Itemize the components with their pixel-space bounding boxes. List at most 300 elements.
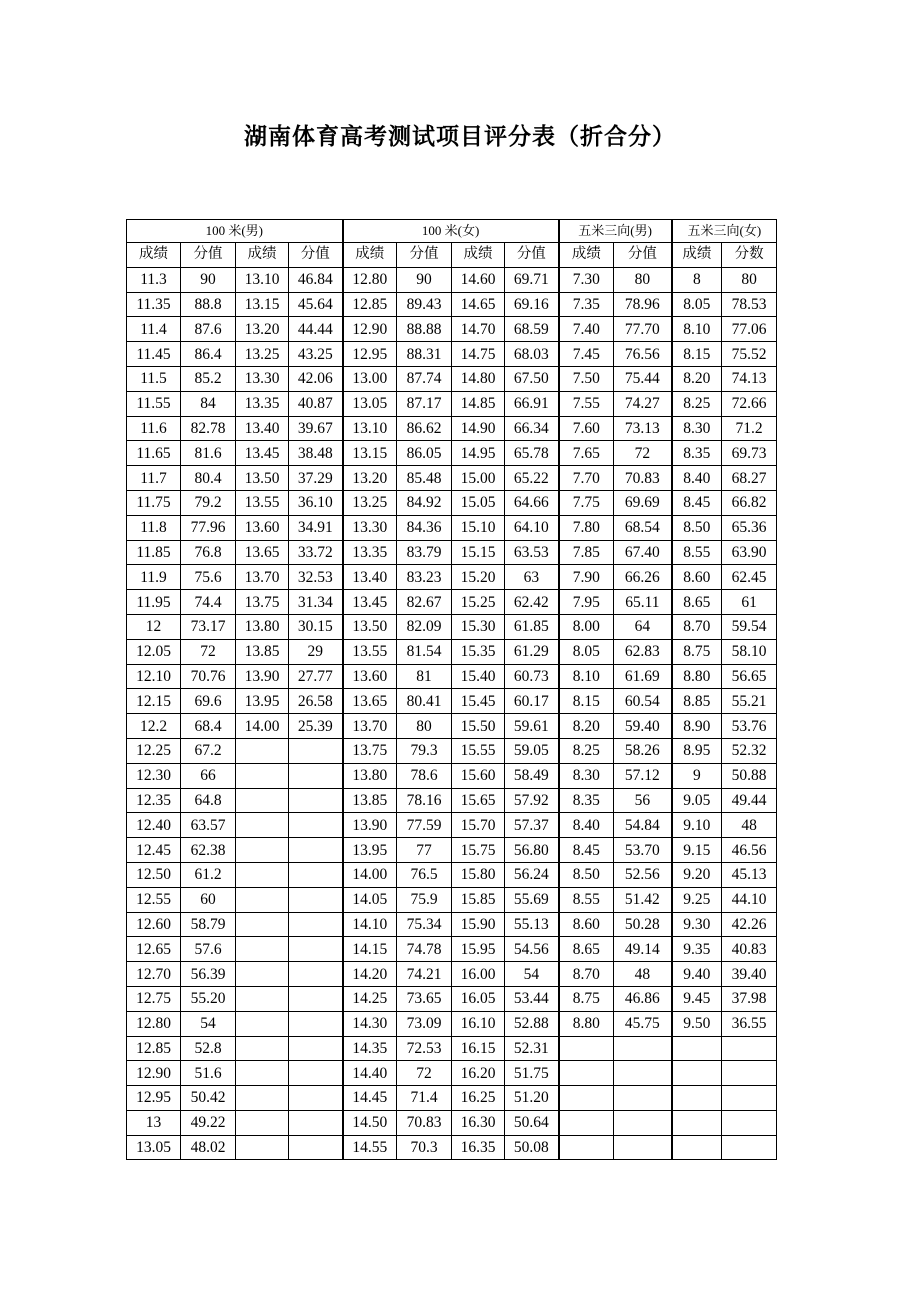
- table-cell: 8.80: [672, 664, 722, 689]
- table-cell: 59.61: [505, 714, 559, 739]
- table-cell: 64.10: [505, 515, 559, 540]
- table-cell: 13.80: [236, 614, 289, 639]
- table-cell: 67.2: [181, 738, 236, 763]
- table-cell: 61.69: [614, 664, 672, 689]
- table-cell: 11.45: [127, 342, 181, 367]
- table-cell: 11.5: [127, 366, 181, 391]
- table-cell: 15.85: [452, 887, 505, 912]
- table-cell: 69.69: [614, 490, 672, 515]
- table-cell: 53.76: [722, 714, 777, 739]
- table-cell: 79.3: [397, 738, 452, 763]
- table-cell: 13.70: [236, 565, 289, 590]
- table-cell: 65.78: [505, 441, 559, 466]
- table-cell: 72: [397, 1061, 452, 1086]
- table-cell: 31.34: [289, 590, 343, 615]
- table-cell: 8.40: [559, 813, 614, 838]
- table-cell: 8.70: [672, 614, 722, 639]
- table-cell: 36.55: [722, 1011, 777, 1036]
- group-header-men-shuttle: 五米三向(男): [559, 220, 672, 243]
- table-cell: 8.35: [672, 441, 722, 466]
- table-cell: 16.25: [452, 1086, 505, 1111]
- table-cell: 14.20: [343, 962, 397, 987]
- table-row: [127, 813, 777, 838]
- table-cell: 50.08: [505, 1135, 559, 1160]
- table-cell: 7.45: [559, 342, 614, 367]
- table-cell: 54.56: [505, 937, 559, 962]
- table-cell: 82.09: [397, 614, 452, 639]
- table-cell: 11.3: [127, 267, 181, 292]
- column-header: 分值: [181, 243, 236, 268]
- table-cell: 14.95: [452, 441, 505, 466]
- table-cell: 13.70: [343, 714, 397, 739]
- table-cell: 56.65: [722, 664, 777, 689]
- table-cell: 7.55: [559, 391, 614, 416]
- table-cell: 13.95: [236, 689, 289, 714]
- table-cell: 43.25: [289, 342, 343, 367]
- table-cell: 14.90: [452, 416, 505, 441]
- table-cell: 50.42: [181, 1086, 236, 1111]
- table-cell: 87.74: [397, 366, 452, 391]
- table-cell: 14.70: [452, 317, 505, 342]
- table-cell: 85.2: [181, 366, 236, 391]
- table-cell: 72.66: [722, 391, 777, 416]
- table-cell: 8.25: [559, 738, 614, 763]
- table-cell: 75.34: [397, 912, 452, 937]
- table-row: [127, 862, 777, 887]
- column-header: 分值: [505, 243, 559, 268]
- group-header-women-100m: 100 米(女): [343, 220, 559, 243]
- table-cell: 7.80: [559, 515, 614, 540]
- table-cell: 84: [181, 391, 236, 416]
- table-cell: 46.84: [289, 267, 343, 292]
- table-cell: 53.44: [505, 986, 559, 1011]
- column-header: 分值: [397, 243, 452, 268]
- table-cell: 14.35: [343, 1036, 397, 1061]
- table-row: [127, 267, 777, 292]
- table-cell: 70.83: [397, 1110, 452, 1135]
- table-cell: 12.80: [343, 267, 397, 292]
- table-cell: [672, 1110, 722, 1135]
- table-cell: [289, 1061, 343, 1086]
- table-cell: 85.48: [397, 466, 452, 491]
- table-cell: 63.57: [181, 813, 236, 838]
- table-cell: [559, 1110, 614, 1135]
- table-cell: 15.95: [452, 937, 505, 962]
- table-row: [127, 912, 777, 937]
- table-row: [127, 639, 777, 664]
- table-cell: 51.6: [181, 1061, 236, 1086]
- table-cell: 14.55: [343, 1135, 397, 1160]
- table-cell: 15.70: [452, 813, 505, 838]
- table-cell: 65.22: [505, 466, 559, 491]
- table-cell: 70.76: [181, 664, 236, 689]
- table-row: [127, 540, 777, 565]
- table-cell: 14.50: [343, 1110, 397, 1135]
- table-cell: 56.24: [505, 862, 559, 887]
- table-cell: 11.75: [127, 490, 181, 515]
- table-cell: 74.21: [397, 962, 452, 987]
- table-cell: 76.5: [397, 862, 452, 887]
- table-cell: 52.56: [614, 862, 672, 887]
- table-cell: 14.25: [343, 986, 397, 1011]
- table-cell: 8.20: [672, 366, 722, 391]
- table-cell: [722, 1135, 777, 1160]
- table-cell: 80.41: [397, 689, 452, 714]
- table-cell: 37.29: [289, 466, 343, 491]
- column-header: 成绩: [452, 243, 505, 268]
- table-cell: 60.73: [505, 664, 559, 689]
- table-cell: 69.71: [505, 267, 559, 292]
- table-cell: 84.36: [397, 515, 452, 540]
- table-cell: [289, 912, 343, 937]
- table-cell: 70.83: [614, 466, 672, 491]
- table-cell: 61.85: [505, 614, 559, 639]
- table-cell: 27.77: [289, 664, 343, 689]
- table-row: [127, 490, 777, 515]
- table-cell: 8.85: [672, 689, 722, 714]
- table-cell: [614, 1061, 672, 1086]
- table-cell: 11.35: [127, 292, 181, 317]
- table-cell: 13.30: [236, 366, 289, 391]
- table-row: [127, 441, 777, 466]
- table-cell: 42.06: [289, 366, 343, 391]
- table-cell: 13.10: [236, 267, 289, 292]
- table-cell: 7.95: [559, 590, 614, 615]
- table-cell: 16.20: [452, 1061, 505, 1086]
- table-cell: [722, 1110, 777, 1135]
- table-cell: 12.55: [127, 887, 181, 912]
- table-row: [127, 515, 777, 540]
- table-cell: 8.95: [672, 738, 722, 763]
- table-cell: 8.25: [672, 391, 722, 416]
- table-cell: 57.92: [505, 788, 559, 813]
- table-cell: 9.35: [672, 937, 722, 962]
- table-cell: 68.4: [181, 714, 236, 739]
- table-cell: 15.75: [452, 838, 505, 863]
- table-cell: 64.66: [505, 490, 559, 515]
- table-cell: [289, 1110, 343, 1135]
- table-cell: 81: [397, 664, 452, 689]
- table-cell: 57.6: [181, 937, 236, 962]
- table-row: [127, 1011, 777, 1036]
- table-cell: 55.20: [181, 986, 236, 1011]
- table-cell: 84.92: [397, 490, 452, 515]
- table-cell: 14.30: [343, 1011, 397, 1036]
- page-title: 湖南体育高考测试项目评分表（折合分）: [244, 124, 676, 150]
- table-cell: 52.32: [722, 738, 777, 763]
- table-row: [127, 986, 777, 1011]
- table-row: [127, 292, 777, 317]
- table-cell: 78.96: [614, 292, 672, 317]
- table-cell: 54.84: [614, 813, 672, 838]
- table-cell: 16.30: [452, 1110, 505, 1135]
- table-cell: 13.55: [236, 490, 289, 515]
- table-cell: 13.35: [343, 540, 397, 565]
- table-cell: 55.13: [505, 912, 559, 937]
- table-cell: 13.75: [343, 738, 397, 763]
- table-cell: 12.25: [127, 738, 181, 763]
- table-cell: 66.91: [505, 391, 559, 416]
- table-cell: 58.79: [181, 912, 236, 937]
- table-cell: 13.90: [343, 813, 397, 838]
- table-cell: 76.56: [614, 342, 672, 367]
- table-cell: 7.65: [559, 441, 614, 466]
- table-cell: 14.40: [343, 1061, 397, 1086]
- table-cell: 57.12: [614, 763, 672, 788]
- table-cell: 7.75: [559, 490, 614, 515]
- table-cell: 90: [397, 267, 452, 292]
- table-cell: 7.90: [559, 565, 614, 590]
- group-header-women-shuttle: 五米三向(女): [672, 220, 777, 243]
- table-cell: 15.10: [452, 515, 505, 540]
- table-cell: [289, 738, 343, 763]
- table-cell: [614, 1110, 672, 1135]
- table-cell: 61: [722, 590, 777, 615]
- table-cell: 45.75: [614, 1011, 672, 1036]
- table-cell: 44.44: [289, 317, 343, 342]
- table-cell: 15.40: [452, 664, 505, 689]
- table-cell: 13.75: [236, 590, 289, 615]
- score-table: [126, 219, 777, 1160]
- table-cell: 8.45: [672, 490, 722, 515]
- table-cell: 71.2: [722, 416, 777, 441]
- table-cell: 16.00: [452, 962, 505, 987]
- table-cell: 80: [722, 267, 777, 292]
- table-cell: 12.85: [343, 292, 397, 317]
- table-cell: 13.15: [236, 292, 289, 317]
- table-cell: 69.6: [181, 689, 236, 714]
- table-cell: 66.26: [614, 565, 672, 590]
- table-cell: 68.27: [722, 466, 777, 491]
- table-cell: 12.90: [127, 1061, 181, 1086]
- table-row: [127, 887, 777, 912]
- table-cell: 8.05: [672, 292, 722, 317]
- table-cell: 7.60: [559, 416, 614, 441]
- table-cell: [236, 1086, 289, 1111]
- table-cell: 15.80: [452, 862, 505, 887]
- table-cell: 75.6: [181, 565, 236, 590]
- table-cell: 77.70: [614, 317, 672, 342]
- table-cell: 12.15: [127, 689, 181, 714]
- table-cell: 13.35: [236, 391, 289, 416]
- table-cell: 14.05: [343, 887, 397, 912]
- table-cell: 76.8: [181, 540, 236, 565]
- table-cell: 12.2: [127, 714, 181, 739]
- table-cell: [672, 1135, 722, 1160]
- table-cell: 14.15: [343, 937, 397, 962]
- table-cell: 11.8: [127, 515, 181, 540]
- table-cell: 58.49: [505, 763, 559, 788]
- table-cell: 77.96: [181, 515, 236, 540]
- table-cell: 72.53: [397, 1036, 452, 1061]
- table-cell: 86.62: [397, 416, 452, 441]
- table-cell: 13.20: [343, 466, 397, 491]
- table-cell: 62.83: [614, 639, 672, 664]
- table-cell: 12.35: [127, 788, 181, 813]
- table-cell: 82.78: [181, 416, 236, 441]
- table-cell: 9.15: [672, 838, 722, 863]
- table-cell: 8.00: [559, 614, 614, 639]
- table-cell: 77.06: [722, 317, 777, 342]
- table-cell: 80.4: [181, 466, 236, 491]
- table-cell: 90: [181, 267, 236, 292]
- table-cell: 81.54: [397, 639, 452, 664]
- table-cell: 52.8: [181, 1036, 236, 1061]
- table-cell: 59.54: [722, 614, 777, 639]
- table-cell: 15.35: [452, 639, 505, 664]
- table-cell: 53.70: [614, 838, 672, 863]
- table-cell: 14.00: [343, 862, 397, 887]
- table-cell: 13.85: [343, 788, 397, 813]
- table-cell: [236, 912, 289, 937]
- table-cell: [614, 1086, 672, 1111]
- table-cell: 88.88: [397, 317, 452, 342]
- table-cell: 16.35: [452, 1135, 505, 1160]
- table-cell: 14.85: [452, 391, 505, 416]
- table-cell: 7.70: [559, 466, 614, 491]
- table-cell: 59.05: [505, 738, 559, 763]
- table-cell: 13.45: [236, 441, 289, 466]
- table-cell: 40.87: [289, 391, 343, 416]
- table-cell: [289, 887, 343, 912]
- table-cell: 61.29: [505, 639, 559, 664]
- table-cell: 39.40: [722, 962, 777, 987]
- table-cell: [236, 1036, 289, 1061]
- table-cell: 12.85: [127, 1036, 181, 1061]
- table-cell: 87.6: [181, 317, 236, 342]
- table-cell: 13.40: [343, 565, 397, 590]
- table-cell: [289, 763, 343, 788]
- table-cell: 66.82: [722, 490, 777, 515]
- table-cell: 15.30: [452, 614, 505, 639]
- table-cell: 48.02: [181, 1135, 236, 1160]
- table-cell: 8.40: [672, 466, 722, 491]
- table-cell: 11.85: [127, 540, 181, 565]
- table-cell: 56.80: [505, 838, 559, 863]
- table-cell: 14.00: [236, 714, 289, 739]
- table-cell: 54: [505, 962, 559, 987]
- table-cell: [289, 1135, 343, 1160]
- table-cell: 9.45: [672, 986, 722, 1011]
- table-cell: 54: [181, 1011, 236, 1036]
- table-cell: 9.10: [672, 813, 722, 838]
- table-cell: 13.55: [343, 639, 397, 664]
- table-cell: 60.54: [614, 689, 672, 714]
- table-cell: 13.25: [343, 490, 397, 515]
- column-header-row: [127, 243, 777, 268]
- table-cell: 13.60: [343, 664, 397, 689]
- table-row: [127, 838, 777, 863]
- table-cell: [614, 1135, 672, 1160]
- table-cell: 8.50: [559, 862, 614, 887]
- table-cell: 15.65: [452, 788, 505, 813]
- table-cell: 11.7: [127, 466, 181, 491]
- table-cell: 13.90: [236, 664, 289, 689]
- table-cell: 11.6: [127, 416, 181, 441]
- table-cell: 12.60: [127, 912, 181, 937]
- table-cell: 37.98: [722, 986, 777, 1011]
- table-cell: 29: [289, 639, 343, 664]
- table-cell: 8.60: [672, 565, 722, 590]
- table-cell: 13.95: [343, 838, 397, 863]
- table-row: [127, 391, 777, 416]
- table-cell: 55.69: [505, 887, 559, 912]
- table-cell: [289, 962, 343, 987]
- table-cell: 13.65: [343, 689, 397, 714]
- table-cell: 13: [127, 1110, 181, 1135]
- table-cell: 50.28: [614, 912, 672, 937]
- column-header: 成绩: [127, 243, 181, 268]
- table-cell: [236, 813, 289, 838]
- table-cell: 64.8: [181, 788, 236, 813]
- table-cell: 7.40: [559, 317, 614, 342]
- table-cell: 8.05: [559, 639, 614, 664]
- table-cell: 14.80: [452, 366, 505, 391]
- table-cell: 13.50: [343, 614, 397, 639]
- table-cell: 12.10: [127, 664, 181, 689]
- table-row: [127, 738, 777, 763]
- table-cell: 15.15: [452, 540, 505, 565]
- table-cell: 13.45: [343, 590, 397, 615]
- table-cell: [236, 1110, 289, 1135]
- table-cell: 8.15: [559, 689, 614, 714]
- table-row: [127, 788, 777, 813]
- table-cell: 68.03: [505, 342, 559, 367]
- table-cell: 89.43: [397, 292, 452, 317]
- table-cell: 9: [672, 763, 722, 788]
- table-cell: 12.90: [343, 317, 397, 342]
- table-cell: 15.45: [452, 689, 505, 714]
- table-cell: [236, 788, 289, 813]
- table-cell: 8.30: [559, 763, 614, 788]
- table-cell: 13.25: [236, 342, 289, 367]
- table-cell: 60: [181, 887, 236, 912]
- table-cell: 57.37: [505, 813, 559, 838]
- table-cell: 88.8: [181, 292, 236, 317]
- table-cell: 58.26: [614, 738, 672, 763]
- table-cell: 8.80: [559, 1011, 614, 1036]
- table-cell: 12.50: [127, 862, 181, 887]
- table-cell: 11.65: [127, 441, 181, 466]
- table-cell: 83.79: [397, 540, 452, 565]
- table-cell: 13.05: [127, 1135, 181, 1160]
- table-cell: 75.44: [614, 366, 672, 391]
- table-cell: 68.54: [614, 515, 672, 540]
- table-row: [127, 689, 777, 714]
- table-cell: 60.17: [505, 689, 559, 714]
- table-cell: [236, 838, 289, 863]
- table-cell: 12.75: [127, 986, 181, 1011]
- table-cell: [289, 862, 343, 887]
- table-cell: 72: [614, 441, 672, 466]
- table-cell: 62.38: [181, 838, 236, 863]
- table-cell: 45.64: [289, 292, 343, 317]
- table-cell: 13.00: [343, 366, 397, 391]
- group-header-row: [127, 220, 777, 243]
- table-cell: 74.78: [397, 937, 452, 962]
- table-cell: 50.64: [505, 1110, 559, 1135]
- table-cell: 7.35: [559, 292, 614, 317]
- table-cell: 73.13: [614, 416, 672, 441]
- table-cell: 12.05: [127, 639, 181, 664]
- table-cell: 50.88: [722, 763, 777, 788]
- table-cell: 13.85: [236, 639, 289, 664]
- table-row: [127, 565, 777, 590]
- table-cell: 16.10: [452, 1011, 505, 1036]
- table-cell: 12.80: [127, 1011, 181, 1036]
- table-cell: 49.14: [614, 937, 672, 962]
- table-row: [127, 317, 777, 342]
